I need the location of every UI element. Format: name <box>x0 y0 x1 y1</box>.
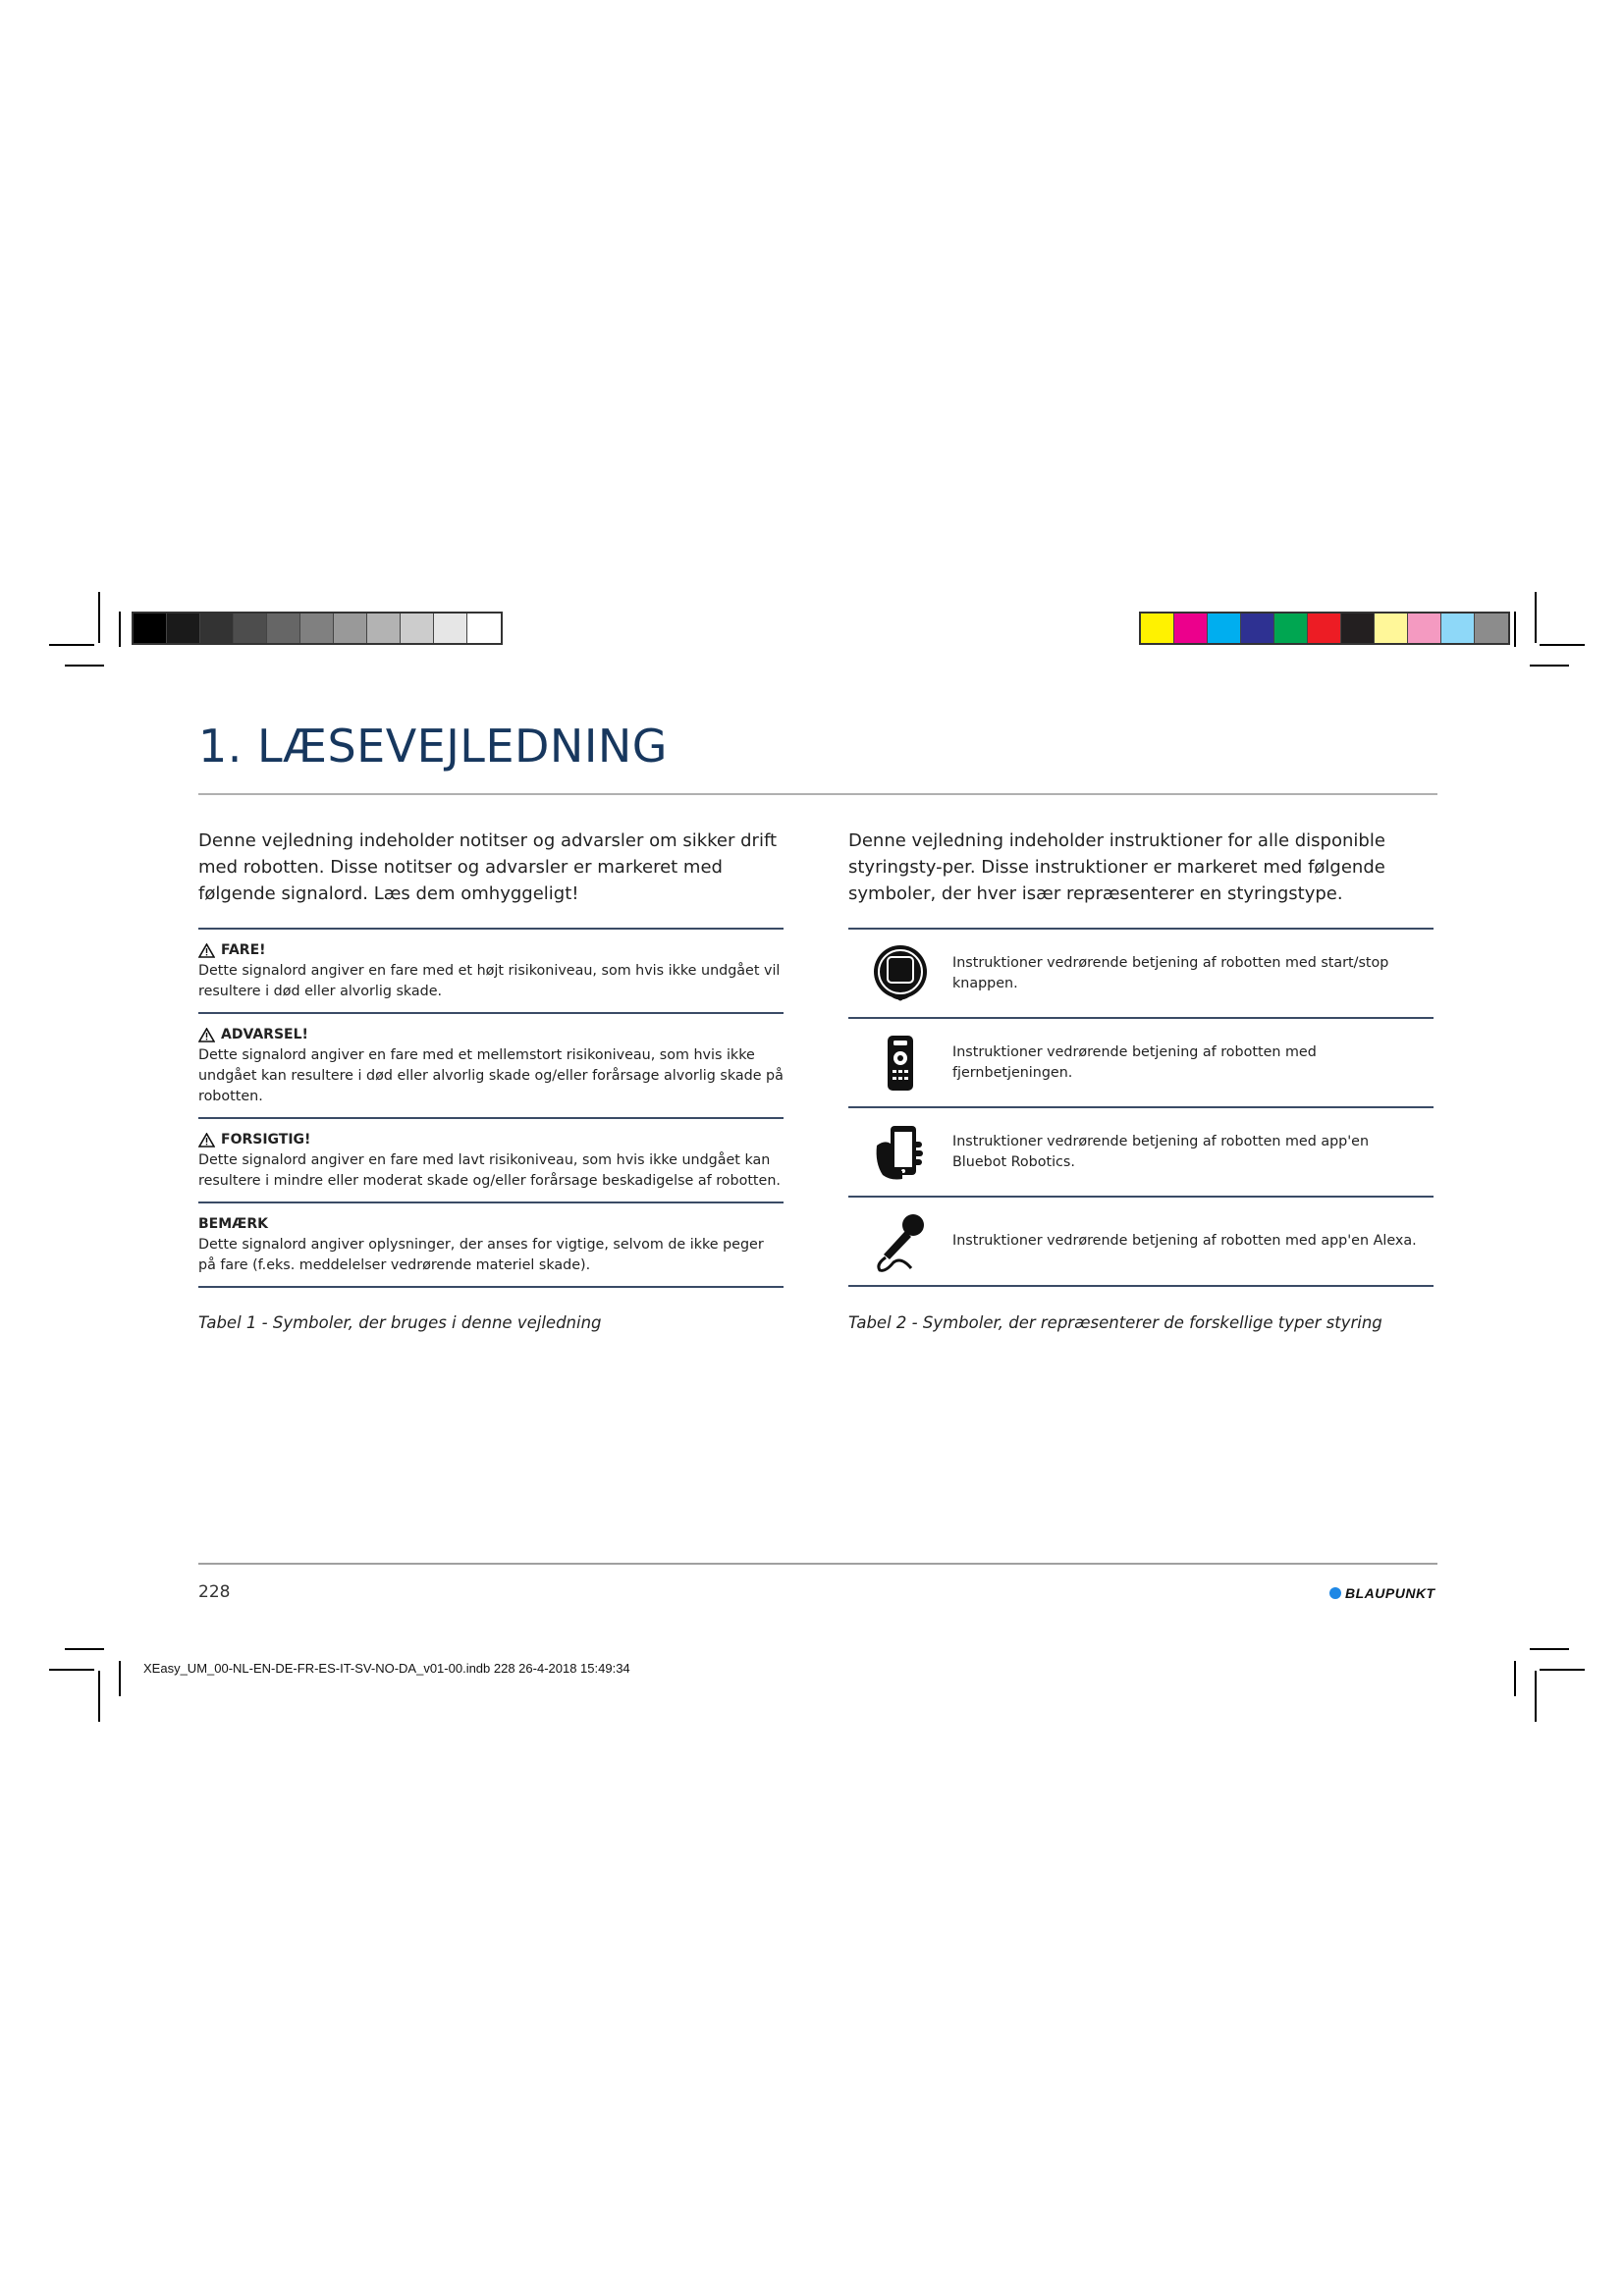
crop-mark <box>98 592 100 643</box>
control-description: Instruktioner vedrørende betjening af robotten med app'en Alexa. <box>952 1233 1417 1249</box>
title-rule <box>198 793 1437 795</box>
signal-label: FARE! <box>221 942 266 958</box>
table-1-caption: Tabel 1 - Symboler, der bruges i denne vejledning <box>198 1313 602 1332</box>
table-row <box>848 1019 1434 1106</box>
color-swatch <box>1308 614 1341 643</box>
signal-description: Dette signalord angiver oplysninger, der anses for vigtige, selvom de ikke peger på fare (f.eks. meddelelser vedrørende materiel skade). <box>198 1237 764 1273</box>
robot-vacuum-icon <box>871 943 930 1004</box>
crop-mark <box>1535 592 1537 643</box>
color-swatch <box>1341 614 1375 643</box>
print-slug: XEasy_UM_00-NL-EN-DE-FR-ES-IT-SV-NO-DA_v01-00.indb 228 26-4-2018 15:49:34 <box>143 1661 630 1676</box>
signal-label: BEMÆRK <box>198 1216 268 1232</box>
crop-mark <box>1514 1661 1516 1696</box>
color-swatch <box>167 614 200 643</box>
crop-mark <box>1535 1671 1537 1722</box>
color-swatch <box>267 614 300 643</box>
table-row <box>198 1014 784 1117</box>
brand-name: BLAUPUNKT <box>1345 1585 1435 1601</box>
table-row <box>198 1203 784 1286</box>
crop-mark <box>49 1669 94 1671</box>
table-row <box>848 1198 1434 1285</box>
signal-label: ADVARSEL! <box>221 1027 308 1042</box>
remote-control-icon <box>885 1035 916 1092</box>
table-row <box>848 930 1434 1017</box>
process-color-bar <box>1139 612 1510 645</box>
warning-triangle-icon <box>198 1133 215 1148</box>
crop-mark <box>1530 1648 1569 1650</box>
crop-mark <box>1540 644 1585 646</box>
brand-dot-icon <box>1329 1587 1341 1599</box>
control-description: Instruktioner vedrørende betjening af robotten med fjernbetjeningen. <box>952 1043 1317 1081</box>
crop-mark <box>49 644 94 646</box>
table-rule <box>198 1286 784 1288</box>
color-swatch <box>1141 614 1174 643</box>
crop-mark <box>1514 612 1516 647</box>
crop-mark <box>65 665 104 667</box>
page-number: 228 <box>198 1582 231 1602</box>
signal-description: Dette signalord angiver en fare med lavt risikoniveau, som hvis ikke undgået kan resultere i mindre eller moderat skade og/eller forårsage beskadigelse af robotten. <box>198 1152 781 1189</box>
crop-mark <box>119 1661 121 1696</box>
control-description: Instruktioner vedrørende betjening af robotten med start/stop knappen. <box>952 954 1389 991</box>
control-description: Instruktioner vedrørende betjening af robotten med app'en Bluebot Robotics. <box>952 1133 1370 1170</box>
color-swatch <box>1208 614 1241 643</box>
color-swatch <box>401 614 434 643</box>
table-2-caption: Tabel 2 - Symboler, der repræsenterer de forskellige typer styring <box>848 1313 1382 1332</box>
crop-mark <box>98 1671 100 1722</box>
color-swatch <box>1475 614 1508 643</box>
crop-mark <box>119 612 121 647</box>
color-swatch <box>1441 614 1475 643</box>
brand-logo <box>1329 1585 1435 1601</box>
color-swatch <box>434 614 467 643</box>
signal-word-table <box>198 928 784 1288</box>
color-swatch <box>467 614 501 643</box>
color-swatch <box>234 614 267 643</box>
table-row <box>198 1119 784 1201</box>
right-intro: Denne vejledning indeholder instruktioner for alle disponible styringsty-per. Disse instruktioner er markeret med følgende symboler, der hver især repræsenterer en styringstype. <box>848 830 1385 904</box>
grayscale-color-bar <box>132 612 503 645</box>
left-intro: Denne vejledning indeholder notitser og advarsler om sikker drift med robotten. Disse notitser og advarsler er markeret med følgende signalord. Læs dem omhyggeligt! <box>198 830 778 904</box>
microphone-icon <box>872 1211 929 1272</box>
color-swatch <box>334 614 367 643</box>
color-swatch <box>1174 614 1208 643</box>
crop-mark <box>1540 1669 1585 1671</box>
signal-label: FORSIGTIG! <box>221 1132 311 1148</box>
smartphone-hand-icon <box>873 1124 928 1181</box>
footer-rule <box>198 1563 1437 1565</box>
table-row <box>848 1108 1434 1196</box>
color-swatch <box>1375 614 1408 643</box>
crop-mark <box>1530 665 1569 667</box>
table-row <box>198 930 784 1012</box>
signal-description: Dette signalord angiver en fare med et højt risikoniveau, som hvis ikke undgået vil resultere i død eller alvorlig skade. <box>198 963 781 999</box>
color-swatch <box>134 614 167 643</box>
color-swatch <box>1274 614 1308 643</box>
crop-mark <box>65 1648 104 1650</box>
table-rule <box>848 1285 1434 1287</box>
color-swatch <box>367 614 401 643</box>
warning-triangle-icon <box>198 943 215 958</box>
color-swatch <box>300 614 334 643</box>
page-title: 1. LÆSEVEJLEDNING <box>198 720 668 773</box>
color-swatch <box>200 614 234 643</box>
color-swatch <box>1408 614 1441 643</box>
color-swatch <box>1241 614 1274 643</box>
warning-triangle-icon <box>198 1028 215 1042</box>
control-type-table <box>848 928 1434 1287</box>
signal-description: Dette signalord angiver en fare med et mellemstort risikoniveau, som hvis ikke undgået kan resultere i død eller alvorlig skade og/eller forårsage alvorlig skade på robotten. <box>198 1047 784 1104</box>
